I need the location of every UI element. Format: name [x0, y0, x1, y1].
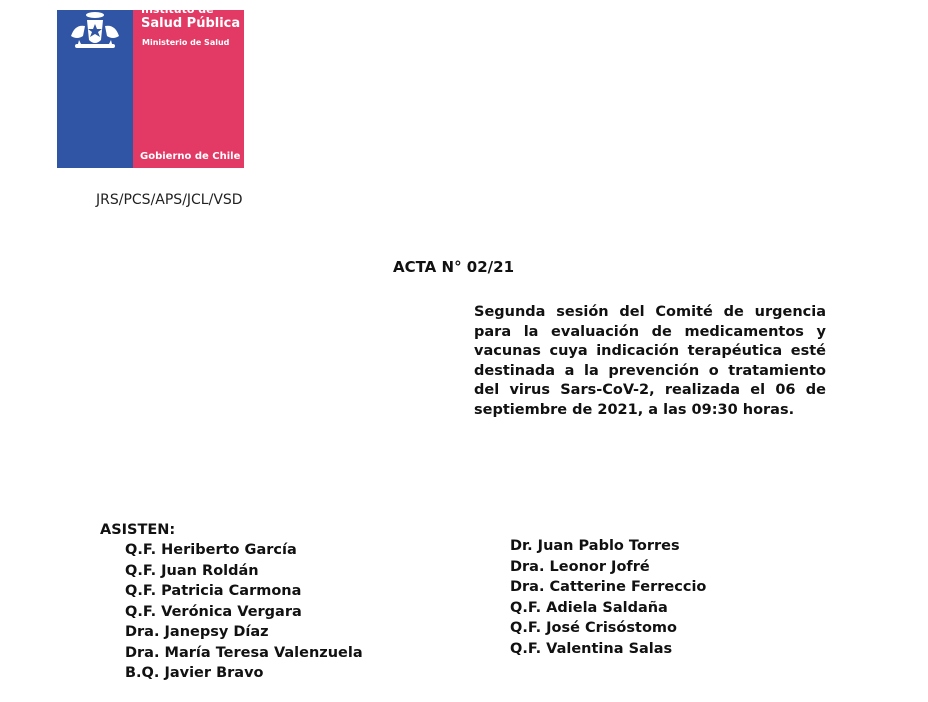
session-summary: Segunda sesión del Comité de urgencia para la evaluación de medicamentos y vacunas cuya indicación terapéutica esté destinada a la prevención o tratamiento del virus Sars-CoV-2, realizada el 06 de septiembre de 2021, a las 09:30 horas.	[474, 304, 826, 418]
chile-coat-of-arms-icon	[65, 10, 125, 54]
attendees-right-column	[510, 536, 706, 659]
logo-government: Gobierno de Chile	[140, 151, 241, 162]
attendee: Dra. Janepsy Díaz	[125, 624, 269, 640]
attendee: Dr. Juan Pablo Torres	[510, 538, 680, 554]
attendee: Q.F. Juan Roldán	[125, 562, 259, 579]
attendee: B.Q. Javier Bravo	[125, 665, 264, 681]
attendee: Q.F. Verónica Vergara	[125, 603, 302, 620]
logo-red-panel	[133, 3, 244, 168]
attendees-left-column	[125, 540, 363, 684]
logo-ministry: Ministerio de Salud	[142, 38, 230, 47]
attendee: Dra. Catterine Ferreccio	[510, 579, 707, 595]
acta-title: ACTA N° 02/21	[393, 258, 515, 276]
attendees-label: ASISTEN:	[100, 522, 176, 538]
attendee: Q.F. José Crisóstomo	[510, 620, 677, 636]
isp-logo	[57, 3, 244, 168]
logo-blue-panel	[57, 10, 133, 168]
attendee: Q.F. Patricia Carmona	[125, 583, 302, 599]
logo-institute-line2: Salud Pública	[141, 16, 241, 31]
attendee: Q.F. Valentina Salas	[510, 640, 673, 657]
logo-institute-line1: Instituto de	[141, 3, 214, 16]
attendee: Dra. Leonor Jofré	[510, 558, 650, 575]
attendee: Q.F. Heriberto García	[125, 542, 297, 558]
attendee: Q.F. Adiela Saldaña	[510, 599, 668, 616]
document-reference: JRS/PCS/APS/JCL/VSD	[96, 192, 243, 208]
attendee: Dra. María Teresa Valenzuela	[125, 644, 363, 661]
